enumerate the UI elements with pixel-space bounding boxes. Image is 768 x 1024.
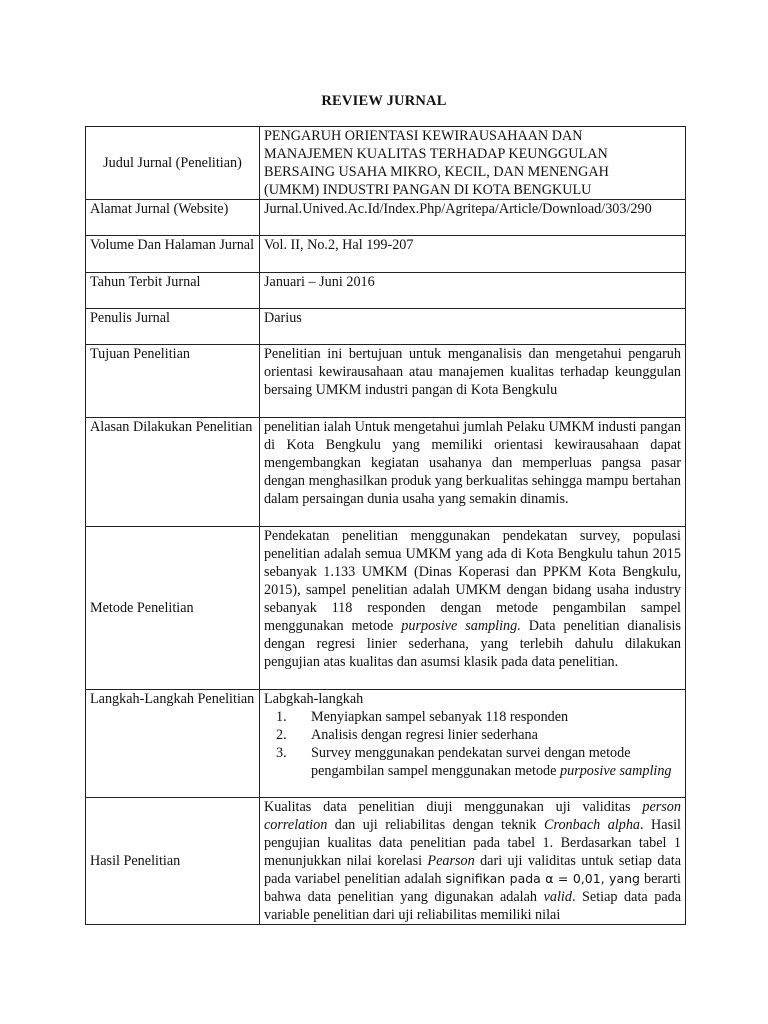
table-row xyxy=(86,527,686,690)
row-label-volume: Volume Dan Halaman Jurnal xyxy=(86,236,260,273)
row-label-tujuan: Tujuan Penelitian xyxy=(86,345,260,418)
row-value-metode xyxy=(260,527,686,690)
step-text: Survey menggunakan pendekatan survei dengan metode pengambilan sampel menggunakan metode xyxy=(311,745,631,779)
row-label-judul: Judul Jurnal (Penelitian) xyxy=(86,127,260,200)
review-table xyxy=(85,126,686,925)
judul-line: (UMKM) INDUSTRI PANGAN DI KOTA BENGKULU xyxy=(264,182,592,198)
row-value-langkah xyxy=(260,690,686,798)
judul-line: MANAJEMEN KUALITAS TERHADAP KEUNGGULAN xyxy=(264,146,608,162)
metode-text: Data penelitian dianalisis dengan regresi linier sederhana, yang terlebih dahulu dilakukan pengujian atas kualitas dan asumsi klasik pada data penelitian. xyxy=(264,618,681,670)
row-label-penulis: Penulis Jurnal xyxy=(86,309,260,345)
hasil-italic: Cronbach alpha xyxy=(543,817,641,833)
table-row xyxy=(86,345,686,418)
row-label-metode: Metode Penelitian xyxy=(86,527,260,690)
metode-italic: purposive sampling. xyxy=(401,618,521,634)
row-value-hasil xyxy=(260,798,686,925)
langkah-intro: Labgkah-langkah xyxy=(264,691,364,707)
hasil-text: dari uji validitas untuk setiap data pada variabel penelitian adalah xyxy=(264,853,681,887)
table-row xyxy=(86,200,686,236)
row-label-hasil: Hasil Penelitian xyxy=(86,798,260,925)
row-value-tujuan: Penelitian ini bertujuan untuk menganalisis dan mengetahui pengaruh orientasi kewirausahaan atau manajemen kualitas terhadap keunggulan bersaing UMKM industri pangan di Kota Bengkulu xyxy=(260,345,686,418)
judul-line: PENGARUH ORIENTASI KEWIRAUSAHAAN DAN xyxy=(264,128,583,144)
row-value-volume: Vol. II, No.2, Hal 199-207 xyxy=(260,236,686,273)
hasil-text: . Hasil pengujian kualitas data penelitian pada tabel 1. Berdasarkan tabel 1 menunjukkan nilai korelasi xyxy=(264,817,681,869)
document-title: REVIEW JURNAL xyxy=(321,93,447,109)
step-number: 3. xyxy=(276,745,287,761)
row-value-alamat: Jurnal.Unived.Ac.Id/Index.Php/Agritepa/Article/Download/303/290 xyxy=(260,200,686,236)
metode-text: Pendekatan penelitian menggunakan pendekatan survey, populasi penelitian adalah semua UMKM yang ada di Kota Bengkulu tahun 2015 sebanyak 1.133 UMKM (Dinas Koperasi dan PPKM Kota Bengkulu, 2015), sampel penelitian adalah UMKM dengan bidang usaha industry sebanyak 118 responden dengan metode pengambilan sampel menggunakan metode xyxy=(264,528,681,634)
table-row xyxy=(86,690,686,798)
row-value-judul xyxy=(260,127,686,200)
row-label-alamat: Alamat Jurnal (Website) xyxy=(86,200,260,236)
step-italic: purposive sampling xyxy=(560,763,672,779)
hasil-text: dan uji reliabilitas dengan teknik xyxy=(327,817,544,833)
list-item xyxy=(264,744,681,780)
table-row xyxy=(86,273,686,309)
row-value-penulis: Darius xyxy=(260,309,686,345)
row-label-tahun: Tahun Terbit Jurnal xyxy=(86,273,260,309)
step-text: Analisis dengan regresi linier sederhana xyxy=(311,727,538,743)
hasil-text: berarti bahwa data penelitian yang digunakan adalah xyxy=(264,871,682,905)
table-row xyxy=(86,127,686,200)
table-row xyxy=(86,309,686,345)
hasil-italic: valid xyxy=(543,889,572,905)
hasil-text: Kualitas data penelitian diuji menggunakan uji validitas xyxy=(264,799,643,815)
hasil-italic: person correlation xyxy=(264,799,681,833)
table-row xyxy=(86,798,686,925)
row-value-tahun: Januari – Juni 2016 xyxy=(260,273,686,309)
step-number: 2. xyxy=(276,727,287,743)
hasil-text: . Setiap data pada variable penelitian dari uji reliabilitas memiliki nilai xyxy=(264,889,682,923)
step-text: Menyiapkan sampel sebanyak 118 responden xyxy=(311,709,569,725)
table-row xyxy=(86,418,686,527)
hasil-symbol-text: signifikan pada α = 0,01, yang xyxy=(445,871,640,886)
table-row xyxy=(86,236,686,273)
step-number: 1. xyxy=(276,709,287,725)
row-value-alasan: penelitian ialah Untuk mengetahui jumlah Pelaku UMKM industi pangan di Kota Bengkulu yang memiliki orientasi kewirausahaan dapat mengembangkan kegiatan usahanya dan memperluas pangsa pasar dengan menghasilkan produk yang berkualitas sehingga mampu bertahan dalam persaingan dunia usaha yang semakin dinamis. xyxy=(260,418,686,527)
steps-list xyxy=(264,708,681,780)
row-label-langkah: Langkah-Langkah Penelitian xyxy=(86,690,260,798)
judul-line: BERSAING USAHA MIKRO, KECIL, DAN MENENGAH xyxy=(264,164,609,180)
row-label-alasan: Alasan Dilakukan Penelitian xyxy=(86,418,260,527)
hasil-italic: Pearson xyxy=(427,853,475,869)
list-item xyxy=(264,726,681,744)
list-item xyxy=(264,708,681,726)
